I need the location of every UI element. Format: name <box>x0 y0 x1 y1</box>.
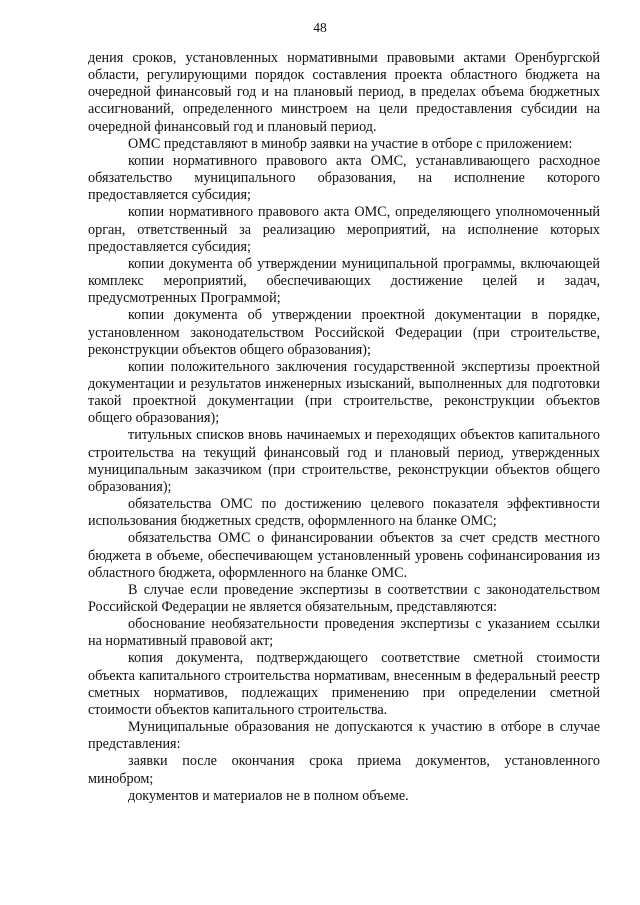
paragraph-continuation: дения сроков, установленных нормативными правовыми актами Оренбургской области, регулирующими порядок составления проекта областного бюджета на очередной финансовый год и на плановый период, в пределах объема бюджетных ассигнований, определенного минстроем на цели предоставления субсидии на очередной финансовый год и плановый период. <box>88 50 600 135</box>
list-item-project-documentation: копии документа об утверждении проектной документации в порядке, установленном законодательством Российской Федерации (при строительстве, реконструкции объектов общего образования); <box>88 307 600 358</box>
list-item-municipal-program: копии документа об утверждении муниципальной программы, включающей комплекс мероприятий, обеспечивающих достижение целей и задач, предусмотренных Программой; <box>88 255 600 307</box>
page-number: 48 <box>313 20 327 35</box>
list-item-incomplete-documents: документов и материалов не в полном объеме. <box>128 787 409 804</box>
list-item-title-lists: титульных списков вновь начинаемых и переходящих объектов капитального строительства на текущий финансовый год и плановый период, утвержденных муниципальным заказчиком (при строительстве, реконструкции объектов общего образования); <box>88 427 600 495</box>
paragraph-not-admitted: Муниципальные образования не допускаются к участию в отборе в случае представления: <box>88 719 600 753</box>
list-item-justification: обоснование необязательности проведения экспертизы с указанием ссылки на нормативный правовой акт; <box>88 616 600 650</box>
list-item-financing-obligation: обязательства ОМС о финансировании объектов за счет средств местного бюджета в объеме, обеспечивающем установленный уровень софинансирования из областного бюджета, оформленного на бланке ОМС. <box>88 530 600 581</box>
list-item-cost-compliance: копия документа, подтверждающего соответствие сметной стоимости объекта капитального строительства нормативам, внесенным в федеральный реестр сметных нормативов, подлежащих применению при определении сметной стоимости объектов капитального строительства. <box>88 650 600 718</box>
document-body <box>88 50 600 805</box>
list-item-expenditure-act: копии нормативного правового акта ОМС, устанавливающего расходное обязательство муниципального образования, на исполнение которого предоставляется субсидия; <box>88 152 600 204</box>
list-item-efficiency-obligation: обязательства ОМС по достижению целевого показателя эффективности использования бюджетных средств, оформленного на бланке ОМС; <box>88 496 600 530</box>
paragraph-expertise-not-required: В случае если проведение экспертизы в соответствии с законодательством Российской Федерации не является обязательным, представляются: <box>88 581 600 615</box>
paragraph-applications-intro: ОМС представляют в минобр заявки на участие в отборе с приложением: <box>128 135 573 152</box>
list-item-state-expertise: копии положительного заключения государственной экспертизы проектной документации и результатов инженерных изысканий, выполненных для подготовки такой проектной документации (при строительстве, реконструкции объектов общего образования); <box>88 358 600 427</box>
list-item-late-application: заявки после окончания срока приема документов, установленного минобром; <box>88 753 600 787</box>
list-item-authorized-body-act: копии нормативного правового акта ОМС, определяющего уполномоченный орган, ответственный за реализацию мероприятий, на исполнение которых предоставляется субсидия; <box>88 204 600 255</box>
